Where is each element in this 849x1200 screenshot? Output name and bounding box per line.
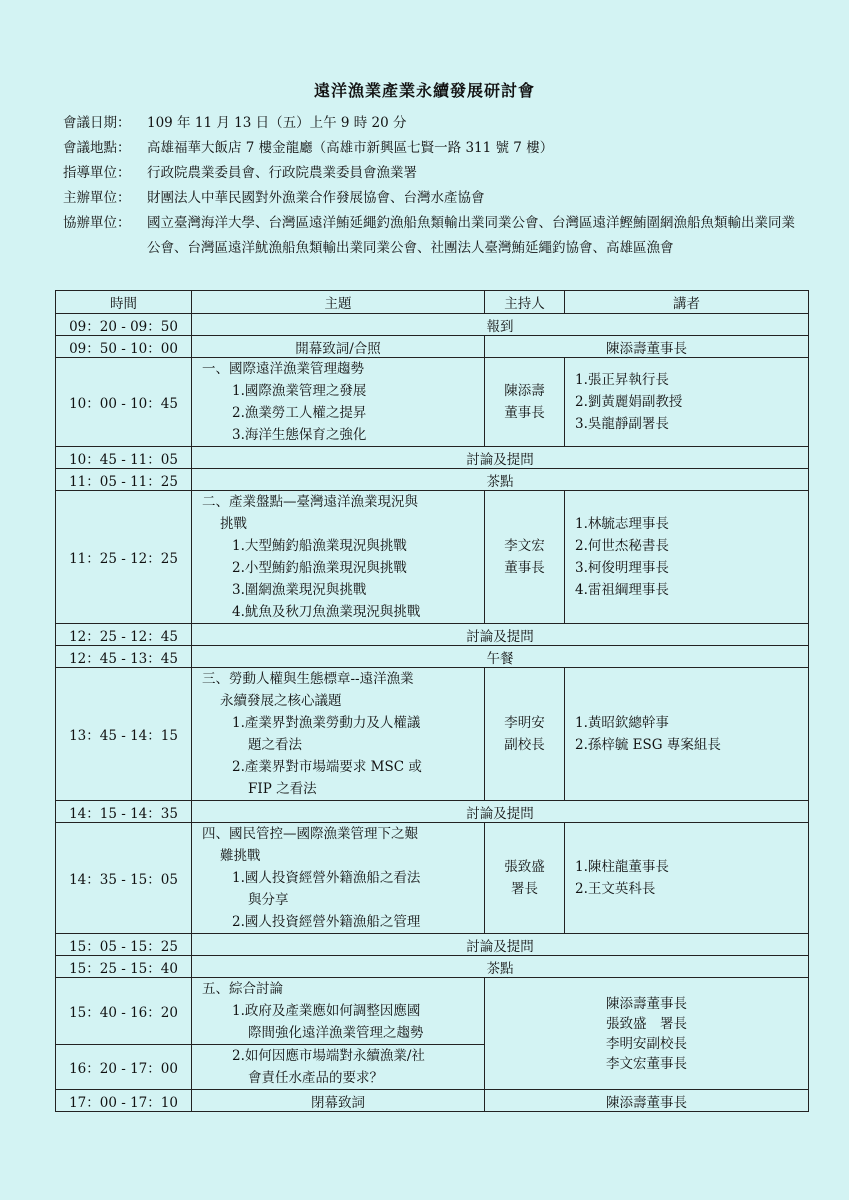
event-cell: 午餐: [192, 646, 809, 668]
time-cell: 17：00 - 17：10: [56, 1090, 192, 1112]
info-label: 協辦單位：: [63, 215, 131, 231]
topic-cell: [192, 1045, 485, 1090]
topic-item: 4.魷魚及秋刀魚漁業現況與挑戰: [232, 604, 421, 620]
speaker: 2.劉黃麗娟副教授: [575, 394, 683, 410]
topic-heading-cont: 難挑戰: [220, 848, 261, 864]
event-cell: 茶點: [192, 956, 809, 978]
topic-cell: [192, 978, 485, 1045]
host-name: 陳添壽董事長: [606, 995, 687, 1012]
meeting-info: [63, 112, 803, 264]
topic-item-cont: FIP 之看法: [248, 781, 317, 797]
table-row: [56, 934, 809, 956]
topic-heading: 三、勞動人權與生態標章--遠洋漁業: [202, 671, 414, 687]
topic-heading: 一、國際遠洋漁業管理趨勢: [202, 361, 364, 377]
topic-item: 3.海洋生態保育之強化: [232, 427, 367, 443]
info-label: 主辦單位：: [63, 190, 131, 206]
host-title: 副校長: [504, 737, 545, 753]
table-header-row: [56, 291, 809, 314]
time-cell: 09：50 - 10：00: [56, 336, 192, 358]
topic-item: 2.如何因應市場端對永續漁業/社: [232, 1048, 425, 1064]
host-cell: [485, 491, 565, 624]
topic-heading: 二、產業盤點—臺灣遠洋漁業現況與: [202, 494, 418, 510]
topic-item: 2.產業界對市場端要求 MSC 或: [232, 759, 422, 775]
topic-item: 1.大型鮪釣船漁業現況與挑戰: [232, 538, 407, 554]
host-name: 李文宏董事長: [606, 1055, 687, 1072]
info-label: 會議日期：: [63, 115, 131, 131]
info-value: 109 年 11 月 13 日（五）上午 9 時 20 分: [147, 115, 407, 131]
table-row: [56, 801, 809, 823]
topic-cell: [192, 823, 485, 934]
topic-heading: 四、國民管控—國際漁業管理下之艱: [202, 826, 418, 842]
event-cell: 討論及提問: [192, 447, 809, 469]
table-row: [56, 646, 809, 668]
time-cell: 10：45 - 11：05: [56, 447, 192, 469]
host-name: 陳添壽: [504, 383, 545, 399]
topic-item: 3.圍網漁業現況與挑戰: [232, 582, 367, 598]
topic-item-cont: 與分享: [248, 892, 289, 908]
header-host: 主持人: [485, 291, 565, 314]
time-cell: 16：20 - 17：00: [56, 1045, 192, 1090]
header-time: 時間: [56, 291, 192, 314]
info-value: 高雄福華大飯店 7 樓金龍廳（高雄市新興區七賢一路 311 號 7 樓）: [147, 140, 554, 156]
host-title: 董事長: [504, 405, 545, 421]
info-location: [63, 137, 803, 159]
info-guidance: [63, 162, 803, 184]
speaker-cell: [565, 358, 809, 447]
topic-item: 2.漁業勞工人權之提昇: [232, 405, 367, 421]
speaker: 2.王文英科長: [575, 881, 656, 897]
speaker: 1.陳柱龍董事長: [575, 859, 669, 875]
time-cell: 15：40 - 16：20: [56, 978, 192, 1045]
time-cell: 11：05 - 11：25: [56, 469, 192, 491]
schedule-table: [55, 290, 809, 1112]
speaker: 1.林毓志理事長: [575, 516, 669, 532]
topic-item: 1.政府及產業應如何調整因應國: [232, 1003, 421, 1019]
time-cell: 15：05 - 15：25: [56, 934, 192, 956]
speaker: 4.雷祖綱理事長: [575, 582, 669, 598]
topic-item: 1.產業界對漁業勞動力及人權議: [232, 715, 421, 731]
time-cell: 13：45 - 14：15: [56, 668, 192, 801]
info-co-organizer: [63, 212, 803, 261]
table-row: [56, 447, 809, 469]
info-value: 國立臺灣海洋大學、台灣區遠洋鮪延繩釣漁船魚類輸出業同業公會、台灣區遠洋鰹鮪圍網漁船魚類輸出業同業公會、台灣區遠洋魷漁船魚類輸出業同業公會、社團法人臺灣鮪延繩釣協會、高雄區漁會: [147, 215, 795, 256]
topic-item-cont: 會責任水產品的要求？: [248, 1070, 383, 1086]
host-title: 署長: [511, 881, 538, 897]
table-row: [56, 469, 809, 491]
topic-heading: 五、綜合討論: [202, 981, 283, 997]
host-name: 張致盛 署長: [606, 1015, 687, 1032]
host-name: 張致盛: [504, 859, 545, 875]
header-topic: 主題: [192, 291, 485, 314]
speaker-cell: [565, 668, 809, 801]
speaker: 1.黃昭欽總幹事: [575, 715, 669, 731]
topic-cell: [192, 491, 485, 624]
host-cell: 陳添壽董事長: [485, 1090, 809, 1112]
table-row: [56, 358, 809, 447]
time-cell: 12：25 - 12：45: [56, 624, 192, 646]
time-cell: 09：20 - 09：50: [56, 314, 192, 336]
table-row: [56, 624, 809, 646]
topic-item-cont: 題之看法: [248, 737, 302, 753]
event-cell: 討論及提問: [192, 934, 809, 956]
info-value: 財團法人中華民國對外漁業合作發展協會、台灣水產協會: [147, 190, 485, 206]
host-name: 李文宏: [504, 538, 545, 554]
topic-item: 2.小型鮪釣船漁業現況與挑戰: [232, 560, 407, 576]
time-cell: 12：45 - 13：45: [56, 646, 192, 668]
host-cell: [485, 668, 565, 801]
time-cell: 11：25 - 12：25: [56, 491, 192, 624]
host-cell: 陳添壽董事長: [485, 336, 809, 358]
topic-item-cont: 際間強化遠洋漁業管理之趨勢: [248, 1025, 424, 1041]
speaker: 3.柯俊明理事長: [575, 560, 669, 576]
table-row: [56, 978, 809, 1045]
table-row: [56, 336, 809, 358]
event-cell: 茶點: [192, 469, 809, 491]
topic-cell: 閉幕致詞: [192, 1090, 485, 1112]
speaker: 3.吳龍靜副署長: [575, 416, 669, 432]
table-row: [56, 668, 809, 801]
time-cell: 14：35 - 15：05: [56, 823, 192, 934]
event-cell: 討論及提問: [192, 624, 809, 646]
event-cell: 討論及提問: [192, 801, 809, 823]
table-row: [56, 823, 809, 934]
host-name: 李明安副校長: [606, 1035, 687, 1052]
table-row: [56, 491, 809, 624]
speaker: 1.張正昇執行長: [575, 372, 669, 388]
time-cell: 10：00 - 10：45: [56, 358, 192, 447]
topic-item: 2.國人投資經營外籍漁船之管理: [232, 914, 421, 930]
info-label: 會議地點：: [63, 140, 131, 156]
topic-item: 1.國人投資經營外籍漁船之看法: [232, 870, 421, 886]
hosts-cell: [485, 978, 809, 1090]
speaker-cell: [565, 823, 809, 934]
host-title: 董事長: [504, 560, 545, 576]
host-cell: [485, 823, 565, 934]
time-cell: 15：25 - 15：40: [56, 956, 192, 978]
info-organizer: [63, 187, 803, 209]
page-title: 遠洋漁業產業永續發展研討會: [313, 81, 535, 100]
time-cell: 14：15 - 14：35: [56, 801, 192, 823]
info-label: 指導單位：: [63, 165, 131, 181]
speaker-cell: [565, 491, 809, 624]
info-date: [63, 112, 803, 134]
topic-cell: 開幕致詞/合照: [192, 336, 485, 358]
topic-heading-cont: 永續發展之核心議題: [220, 693, 342, 709]
topic-cell: [192, 358, 485, 447]
speaker: 2.何世杰秘書長: [575, 538, 669, 554]
event-cell: 報到: [192, 314, 809, 336]
info-value: 行政院農業委員會、行政院農業委員會漁業署: [147, 165, 417, 181]
topic-item: 1.國際漁業管理之發展: [232, 383, 367, 399]
table-row: [56, 314, 809, 336]
topic-cell: [192, 668, 485, 801]
table-row: [56, 1090, 809, 1112]
speaker: 2.孫梓毓 ESG 專案組長: [575, 737, 721, 753]
topic-heading-cont: 挑戰: [220, 516, 247, 532]
table-row: [56, 956, 809, 978]
header-speaker: 講者: [565, 291, 809, 314]
host-cell: [485, 358, 565, 447]
host-name: 李明安: [504, 715, 545, 731]
